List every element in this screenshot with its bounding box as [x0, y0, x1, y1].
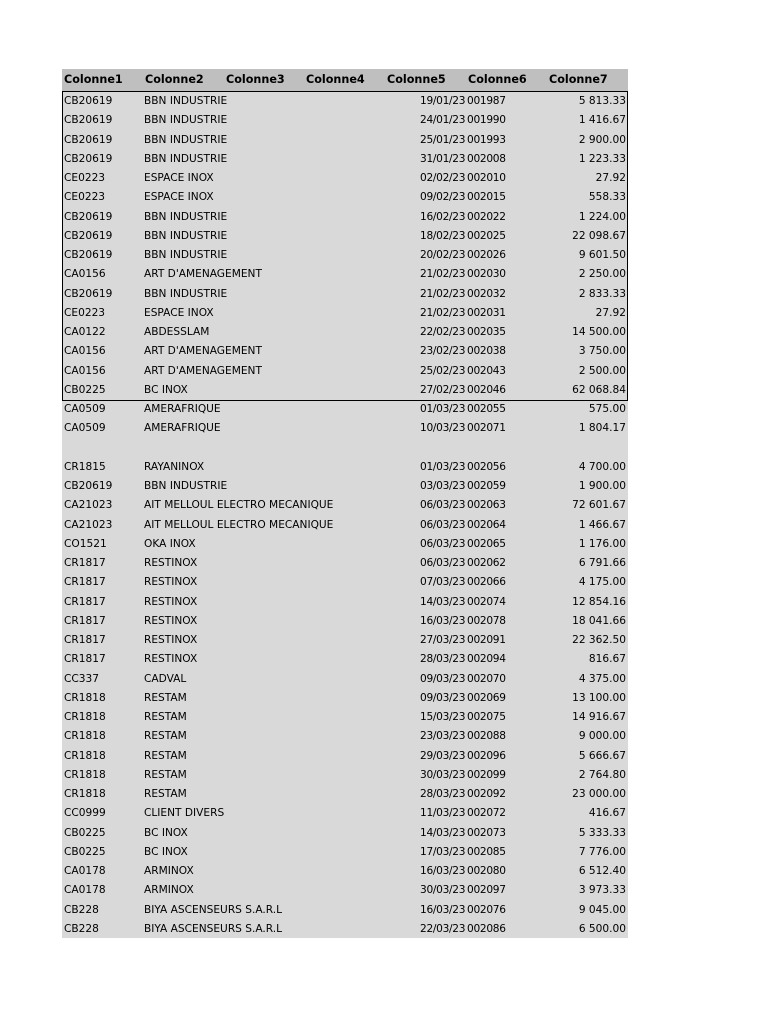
table-row [62, 341, 628, 360]
client-cell[interactable]: RESTINOX [144, 634, 198, 646]
number-cell[interactable]: 002055 [467, 403, 506, 415]
column-header-1[interactable]: Colonne1 [64, 73, 123, 86]
amount-cell[interactable]: 5 333.33 [578, 826, 626, 839]
date-cell[interactable]: 23/02/23 [420, 345, 466, 358]
date-cell[interactable]: 28/03/23 [420, 788, 466, 800]
date-cell[interactable]: 19/01/23 [420, 95, 466, 107]
amount-cell[interactable]: 4 175.00 [578, 576, 626, 589]
column-header-7[interactable]: Colonne7 [549, 73, 608, 86]
client-cell[interactable]: BBN INDUSTRIE [144, 229, 228, 242]
number-cell[interactable]: 002046 [467, 383, 506, 396]
code-cell[interactable]: CB20619 [64, 133, 113, 146]
code-cell[interactable]: CA0156 [64, 268, 106, 281]
table-row [62, 149, 628, 168]
date-cell[interactable]: 16/02/23 [420, 210, 466, 223]
client-cell[interactable]: BBN INDUSTRIE [144, 133, 228, 146]
column-header-2[interactable]: Colonne2 [145, 73, 204, 86]
code-cell[interactable]: CR1817 [64, 634, 106, 646]
client-cell[interactable]: AMERAFRIQUE [144, 403, 221, 415]
code-cell[interactable]: CA21023 [64, 518, 113, 531]
client-cell[interactable]: CLIENT DIVERS [144, 807, 225, 820]
date-cell[interactable]: 06/03/23 [420, 537, 466, 550]
number-cell[interactable]: 002065 [467, 537, 506, 550]
date-cell[interactable]: 03/03/23 [420, 480, 466, 492]
number-cell[interactable]: 002070 [467, 672, 506, 685]
amount-cell[interactable]: 1 416.67 [578, 114, 626, 127]
client-cell[interactable]: RESTINOX [144, 614, 198, 627]
date-cell[interactable]: 23/03/23 [420, 730, 466, 743]
number-cell[interactable]: 001990 [467, 114, 506, 127]
number-cell[interactable]: 002097 [467, 884, 506, 897]
table-row [62, 592, 628, 611]
number-cell[interactable]: 002076 [467, 903, 506, 916]
amount-cell[interactable]: 2 764.80 [578, 768, 626, 781]
amount-cell[interactable]: 1 176.00 [578, 537, 626, 550]
date-cell[interactable]: 30/03/23 [420, 884, 466, 897]
amount-cell[interactable]: 5 813.33 [578, 95, 626, 107]
date-cell[interactable]: 21/02/23 [420, 268, 466, 281]
date-cell[interactable]: 18/02/23 [420, 229, 466, 242]
amount-cell[interactable]: 1 223.33 [578, 152, 626, 165]
date-cell[interactable]: 22/02/23 [420, 326, 466, 338]
table-row [62, 823, 628, 842]
code-cell[interactable]: CR1818 [64, 730, 106, 743]
table-row [62, 284, 628, 303]
date-cell[interactable]: 16/03/23 [420, 903, 466, 916]
client-cell[interactable]: AIT MELLOUL ELECTRO MECANIQUE [144, 499, 334, 512]
table-row [62, 784, 628, 803]
number-cell[interactable]: 002066 [467, 576, 506, 589]
code-cell[interactable]: CB20619 [64, 95, 113, 107]
client-cell[interactable]: BBN INDUSTRIE [144, 95, 228, 107]
number-cell[interactable]: 002091 [467, 634, 506, 646]
code-cell[interactable]: CE0223 [64, 172, 106, 184]
date-cell[interactable]: 31/01/23 [420, 152, 466, 165]
amount-cell[interactable]: 7 776.00 [578, 845, 626, 858]
code-cell[interactable]: CA0178 [64, 865, 106, 877]
column-header-3[interactable]: Colonne3 [226, 73, 285, 86]
number-cell[interactable]: 002035 [467, 326, 506, 338]
amount-cell[interactable]: 6 791.66 [578, 557, 626, 569]
code-cell[interactable]: CR1818 [64, 788, 106, 800]
table-row [62, 880, 628, 899]
code-cell[interactable]: CR1818 [64, 711, 106, 723]
client-cell[interactable]: ART D'AMENAGEMENT [144, 268, 262, 281]
code-cell[interactable]: CR1818 [64, 768, 106, 781]
table-row [62, 476, 628, 495]
table-row [62, 495, 628, 514]
code-cell[interactable]: CR1818 [64, 691, 106, 704]
amount-cell[interactable]: 27.92 [595, 306, 626, 319]
client-cell[interactable]: BBN INDUSTRIE [144, 152, 228, 165]
date-cell[interactable]: 07/03/23 [420, 576, 466, 589]
table-row [62, 803, 628, 822]
table-row [62, 900, 628, 919]
table-row [62, 264, 628, 283]
code-cell[interactable]: CB20619 [64, 152, 113, 165]
number-cell[interactable]: 002096 [467, 749, 506, 762]
amount-cell[interactable]: 1 466.67 [578, 518, 626, 531]
code-cell[interactable]: CA21023 [64, 499, 113, 512]
code-cell[interactable]: CR1817 [64, 595, 106, 608]
number-cell[interactable]: 002086 [467, 922, 506, 935]
number-cell[interactable]: 002071 [467, 422, 506, 435]
date-cell[interactable]: 29/03/23 [420, 749, 466, 762]
table-row [62, 226, 628, 245]
number-cell[interactable]: 002074 [467, 595, 506, 608]
code-cell[interactable]: CB228 [64, 903, 99, 916]
client-cell[interactable]: ARMINOX [144, 865, 194, 877]
date-cell[interactable]: 01/03/23 [420, 403, 466, 415]
number-cell[interactable]: 002026 [467, 249, 506, 261]
amount-cell[interactable]: 22 362.50 [572, 634, 626, 646]
date-cell[interactable]: 06/03/23 [420, 518, 466, 531]
code-cell[interactable]: CR1817 [64, 557, 106, 569]
table-row [62, 746, 628, 765]
client-cell[interactable]: RESTAM [144, 768, 187, 781]
number-cell[interactable]: 002085 [467, 845, 506, 858]
table-row [62, 688, 628, 707]
code-cell[interactable]: CC0999 [64, 807, 106, 820]
table-row [62, 418, 628, 437]
number-cell[interactable]: 002059 [467, 480, 506, 492]
amount-cell[interactable]: 23 000.00 [572, 788, 626, 800]
date-cell[interactable]: 21/02/23 [420, 287, 466, 300]
table-row [62, 726, 628, 745]
amount-cell[interactable]: 2 833.33 [578, 287, 626, 300]
amount-cell[interactable]: 22 098.67 [572, 229, 626, 242]
date-cell[interactable]: 15/03/23 [420, 711, 466, 723]
client-cell[interactable]: BBN INDUSTRIE [144, 210, 228, 223]
number-cell[interactable]: 002030 [467, 268, 506, 281]
code-cell[interactable]: CO1521 [64, 537, 107, 550]
table-row [62, 534, 628, 553]
client-cell[interactable]: AIT MELLOUL ELECTRO MECANIQUE [144, 518, 334, 531]
table-row [62, 168, 628, 187]
code-cell[interactable]: CB0225 [64, 383, 106, 396]
amount-cell[interactable]: 2 250.00 [578, 268, 626, 281]
table-row [62, 245, 628, 264]
number-cell[interactable]: 002062 [467, 557, 506, 569]
client-cell[interactable]: RAYANINOX [144, 460, 205, 473]
date-cell[interactable]: 09/03/23 [420, 691, 466, 704]
header-row [62, 69, 628, 91]
amount-cell[interactable]: 6 500.00 [578, 922, 626, 935]
number-cell[interactable]: 002032 [467, 287, 506, 300]
table-row [62, 91, 628, 110]
code-cell[interactable]: CR1817 [64, 653, 106, 666]
date-cell[interactable]: 22/03/23 [420, 922, 466, 935]
number-cell[interactable]: 002015 [467, 191, 506, 204]
date-cell[interactable]: 21/02/23 [420, 306, 466, 319]
number-cell[interactable]: 002043 [467, 364, 506, 377]
code-cell[interactable]: CE0223 [64, 191, 106, 204]
date-cell[interactable]: 02/02/23 [420, 172, 466, 184]
amount-cell[interactable]: 1 804.17 [578, 422, 626, 435]
code-cell[interactable]: CA0156 [64, 364, 106, 377]
client-cell[interactable]: RESTINOX [144, 595, 198, 608]
client-cell[interactable]: ART D'AMENAGEMENT [144, 364, 262, 377]
client-cell[interactable]: RESTINOX [144, 576, 198, 589]
table-row [62, 842, 628, 861]
table-row [62, 399, 628, 418]
amount-cell[interactable]: 416.67 [588, 807, 626, 820]
client-cell[interactable]: BBN INDUSTRIE [144, 480, 228, 492]
table-row [62, 130, 628, 149]
number-cell[interactable]: 002038 [467, 345, 506, 358]
date-cell[interactable]: 17/03/23 [420, 845, 466, 858]
number-cell[interactable]: 002080 [467, 865, 506, 877]
number-cell[interactable]: 002075 [467, 711, 506, 723]
code-cell[interactable]: CB20619 [64, 480, 113, 492]
amount-cell[interactable]: 72 601.67 [572, 499, 626, 512]
table-row [62, 707, 628, 726]
client-cell[interactable]: BC INOX [144, 826, 188, 839]
number-cell[interactable]: 002099 [467, 768, 506, 781]
client-cell[interactable]: RESTINOX [144, 557, 198, 569]
number-cell[interactable]: 002072 [467, 807, 506, 820]
code-cell[interactable]: CA0509 [64, 403, 106, 415]
code-cell[interactable]: CA0509 [64, 422, 106, 435]
column-header-4[interactable]: Colonne4 [306, 73, 365, 86]
date-cell[interactable]: 27/03/23 [420, 634, 466, 646]
code-cell[interactable]: CE0223 [64, 306, 106, 319]
number-cell[interactable]: 002056 [467, 460, 506, 473]
date-cell[interactable]: 24/01/23 [420, 114, 466, 127]
client-cell[interactable]: RESTAM [144, 749, 187, 762]
code-cell[interactable]: CR1817 [64, 614, 106, 627]
client-cell[interactable]: RESTAM [144, 788, 187, 800]
client-cell[interactable]: BBN INDUSTRIE [144, 287, 228, 300]
client-cell[interactable]: BIYA ASCENSEURS S.A.R.L [144, 903, 283, 916]
table-row [62, 207, 628, 226]
table-row [62, 187, 628, 206]
table-row [62, 361, 628, 380]
date-cell[interactable]: 16/03/23 [420, 614, 466, 627]
client-cell[interactable]: ART D'AMENAGEMENT [144, 345, 262, 358]
code-cell[interactable]: CA0178 [64, 884, 106, 897]
table-row [62, 919, 628, 938]
code-cell[interactable]: CB20619 [64, 114, 113, 127]
date-cell[interactable]: 09/03/23 [420, 672, 466, 685]
column-header-5[interactable]: Colonne5 [387, 73, 446, 86]
table-row [62, 572, 628, 591]
table-row [62, 457, 628, 476]
client-cell[interactable]: CADVAL [144, 672, 187, 685]
amount-cell[interactable]: 14 916.67 [572, 711, 626, 723]
code-cell[interactable]: CB20619 [64, 229, 113, 242]
code-cell[interactable]: CA0122 [64, 326, 106, 338]
amount-cell[interactable]: 2 900.00 [578, 133, 626, 146]
number-cell[interactable]: 002094 [467, 653, 506, 666]
table-row [62, 611, 628, 630]
code-cell[interactable]: CA0156 [64, 345, 106, 358]
amount-cell[interactable]: 3 750.00 [578, 345, 626, 358]
amount-cell[interactable]: 62 068.84 [572, 383, 626, 396]
client-cell[interactable]: ESPACE INOX [144, 306, 214, 319]
date-cell[interactable]: 16/03/23 [420, 865, 466, 877]
table-row [62, 380, 628, 399]
number-cell[interactable]: 002073 [467, 826, 506, 839]
table-row [62, 110, 628, 129]
code-cell[interactable]: CB20619 [64, 210, 113, 223]
date-cell[interactable]: 10/03/23 [420, 422, 466, 435]
table-row [62, 765, 628, 784]
number-cell[interactable]: 002010 [467, 172, 506, 184]
date-cell[interactable]: 14/03/23 [420, 595, 466, 608]
date-cell[interactable]: 06/03/23 [420, 499, 466, 512]
client-cell[interactable]: RESTAM [144, 691, 187, 704]
amount-cell[interactable]: 5 666.67 [578, 749, 626, 762]
amount-cell[interactable]: 1 900.00 [578, 480, 626, 492]
number-cell[interactable]: 001993 [467, 133, 506, 146]
date-cell[interactable]: 28/03/23 [420, 653, 466, 666]
amount-cell[interactable]: 9 601.50 [578, 249, 626, 261]
number-cell[interactable]: 002025 [467, 229, 506, 242]
table-row [62, 438, 628, 457]
client-cell[interactable]: BBN INDUSTRIE [144, 249, 228, 261]
table-row [62, 649, 628, 668]
amount-cell[interactable]: 18 041.66 [572, 614, 626, 627]
table-row [62, 861, 628, 880]
code-cell[interactable]: CB0225 [64, 826, 106, 839]
number-cell[interactable]: 002088 [467, 730, 506, 743]
spreadsheet-table [62, 69, 628, 938]
table-row [62, 553, 628, 572]
date-cell[interactable]: 30/03/23 [420, 768, 466, 781]
number-cell[interactable]: 002031 [467, 306, 506, 319]
code-cell[interactable]: CR1815 [64, 460, 106, 473]
table-row [62, 515, 628, 534]
number-cell[interactable]: 002022 [467, 210, 506, 223]
amount-cell[interactable]: 9 045.00 [578, 903, 626, 916]
table-row [62, 322, 628, 341]
code-cell[interactable]: CC337 [64, 672, 100, 685]
amount-cell[interactable]: 1 224.00 [578, 210, 626, 223]
client-cell[interactable]: ESPACE INOX [144, 172, 214, 184]
amount-cell[interactable]: 14 500.00 [572, 326, 626, 338]
table-row [62, 630, 628, 649]
amount-cell[interactable]: 2 500.00 [578, 364, 626, 377]
date-cell[interactable]: 14/03/23 [420, 826, 466, 839]
code-cell[interactable]: CB0225 [64, 845, 106, 858]
code-cell[interactable]: CB20619 [64, 287, 113, 300]
client-cell[interactable]: AMERAFRIQUE [144, 422, 221, 435]
number-cell[interactable]: 002078 [467, 614, 506, 627]
table-body [62, 91, 628, 938]
date-cell[interactable]: 06/03/23 [420, 557, 466, 569]
date-cell[interactable]: 20/02/23 [420, 249, 466, 261]
client-cell[interactable]: ARMINOX [144, 884, 194, 897]
amount-cell[interactable]: 4 375.00 [578, 672, 626, 685]
number-cell[interactable]: 002063 [467, 499, 506, 512]
client-cell[interactable]: ABDESSLAM [144, 326, 210, 338]
number-cell[interactable]: 002064 [467, 518, 506, 531]
client-cell[interactable]: BBN INDUSTRIE [144, 114, 228, 127]
code-cell[interactable]: CB20619 [64, 249, 113, 261]
amount-cell[interactable]: 27.92 [595, 172, 626, 184]
date-cell[interactable]: 11/03/23 [420, 807, 466, 820]
code-cell[interactable]: CR1818 [64, 749, 106, 762]
amount-cell[interactable]: 12 854.16 [572, 595, 626, 608]
number-cell[interactable]: 002008 [467, 152, 506, 165]
number-cell[interactable]: 002092 [467, 788, 506, 800]
amount-cell[interactable]: 3 973.33 [578, 884, 626, 897]
code-cell[interactable]: CB228 [64, 922, 99, 935]
table-row [62, 669, 628, 688]
number-cell[interactable]: 002069 [467, 691, 506, 704]
column-header-6[interactable]: Colonne6 [468, 73, 527, 86]
client-cell[interactable]: BC INOX [144, 383, 188, 396]
date-cell[interactable]: 27/02/23 [420, 383, 466, 396]
client-cell[interactable]: RESTINOX [144, 653, 198, 666]
amount-cell[interactable]: 575.00 [588, 403, 626, 415]
client-cell[interactable]: RESTAM [144, 730, 187, 743]
client-cell[interactable]: BC INOX [144, 845, 188, 858]
amount-cell[interactable]: 816.67 [588, 653, 626, 666]
date-cell[interactable]: 01/03/23 [420, 460, 466, 473]
number-cell[interactable]: 001987 [467, 95, 506, 107]
date-cell[interactable]: 25/01/23 [420, 133, 466, 146]
amount-cell[interactable]: 9 000.00 [578, 730, 626, 743]
amount-cell[interactable]: 6 512.40 [578, 865, 626, 877]
client-cell[interactable]: ESPACE INOX [144, 191, 214, 204]
table-row [62, 303, 628, 322]
amount-cell[interactable]: 4 700.00 [578, 460, 626, 473]
client-cell[interactable]: BIYA ASCENSEURS S.A.R.L [144, 922, 283, 935]
code-cell[interactable]: CR1817 [64, 576, 106, 589]
amount-cell[interactable]: 13 100.00 [572, 691, 626, 704]
client-cell[interactable]: RESTAM [144, 711, 187, 723]
date-cell[interactable]: 09/02/23 [420, 191, 466, 204]
date-cell[interactable]: 25/02/23 [420, 364, 466, 377]
amount-cell[interactable]: 558.33 [588, 191, 626, 204]
client-cell[interactable]: OKA INOX [144, 537, 196, 550]
